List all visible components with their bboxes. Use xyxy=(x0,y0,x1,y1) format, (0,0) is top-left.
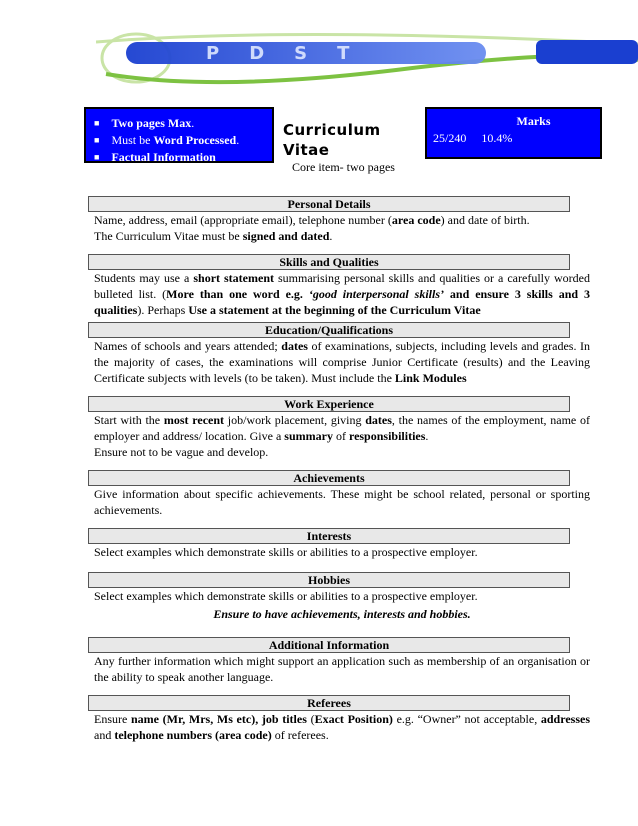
banner-text xyxy=(206,43,379,64)
square-bullet-icon: ■ xyxy=(94,118,100,128)
section-body-hobbies: Select examples which demonstrate skills or abilities to a prospective employer. xyxy=(94,589,478,603)
title-line-1: Curriculum xyxy=(283,121,381,139)
section-body-work: Start with the most recent job/work placement, giving dates, the names of the employment, name of employer and address/ location. Give a summary of responsibilities. Ensure not to be vague and develop. xyxy=(94,413,590,459)
section-heading-achievements: Achievements xyxy=(88,470,570,486)
requirements-list xyxy=(86,109,272,163)
section-heading-referees: Referees xyxy=(88,695,570,711)
section-body-achievements: Give information about specific achievements. These might be school related, personal or sporting achievements. xyxy=(94,487,590,517)
pdst-banner-logo xyxy=(96,30,638,90)
section-heading-additional: Additional Information xyxy=(88,637,570,653)
list-item: ■ Two pages Max. xyxy=(94,116,195,130)
square-bullet-icon: ■ xyxy=(94,152,100,162)
section-heading-skills: Skills and Qualities xyxy=(88,254,570,270)
list-item: ■ Must be Word Processed. xyxy=(94,133,240,147)
section-body-skills: Students may use a short statement summarising personal skills and qualities or a carefully worded bulleted list. (More than one word e.g. ‘good interpersonal skills’ and ensure 3 skills and 3 qualities). Perhaps Use a statement at the beginning of the Curriculum Vitae xyxy=(94,271,590,317)
section-heading-hobbies: Hobbies xyxy=(88,572,570,588)
section-heading-personal: Personal Details xyxy=(88,196,570,212)
section-body-interests: Select examples which demonstrate skills or abilities to a prospective employer. xyxy=(94,545,478,559)
section-heading-work: Work Experience xyxy=(88,396,570,412)
page-subtitle: Core item- two pages xyxy=(292,160,395,174)
page-title xyxy=(283,120,381,160)
section-body-personal: Name, address, email (appropriate email), telephone number (area code) and date of birth. The Curriculum Vitae must be signed and dated. xyxy=(94,213,530,243)
section-heading-interests: Interests xyxy=(88,528,570,544)
marks-box xyxy=(425,107,602,159)
section-heading-education: Education/Qualifications xyxy=(88,322,570,338)
title-line-2: Vitae xyxy=(283,141,330,159)
section-body-education: Names of schools and years attended; dates of examinations, subjects, including levels and grades. In the majority of cases, the examinations will comprise Junior Certificate (results) and the Leaving Certificate subjects with levels (to be taken). Must include the Link Modules xyxy=(94,339,590,385)
ensure-note: Ensure to have achievements, interests and hobbies. xyxy=(213,607,471,621)
list-item: ■ Factual Information xyxy=(94,150,216,163)
marks-value: 25/240 10.4% xyxy=(433,131,513,145)
marks-label: Marks xyxy=(516,114,551,128)
square-bullet-icon: ■ xyxy=(94,135,100,145)
svg-text:PDST: PDST xyxy=(206,43,380,64)
requirements-box xyxy=(84,107,274,163)
section-body-referees: Ensure name (Mr, Mrs, Ms etc), job titles (Exact Position) e.g. “Owner” not acceptable, addresses and telephone numbers (area code) of referees. xyxy=(94,712,590,742)
section-body-additional: Any further information which might support an application such as membership of an organisation or the ability to speak another language. xyxy=(94,654,590,684)
